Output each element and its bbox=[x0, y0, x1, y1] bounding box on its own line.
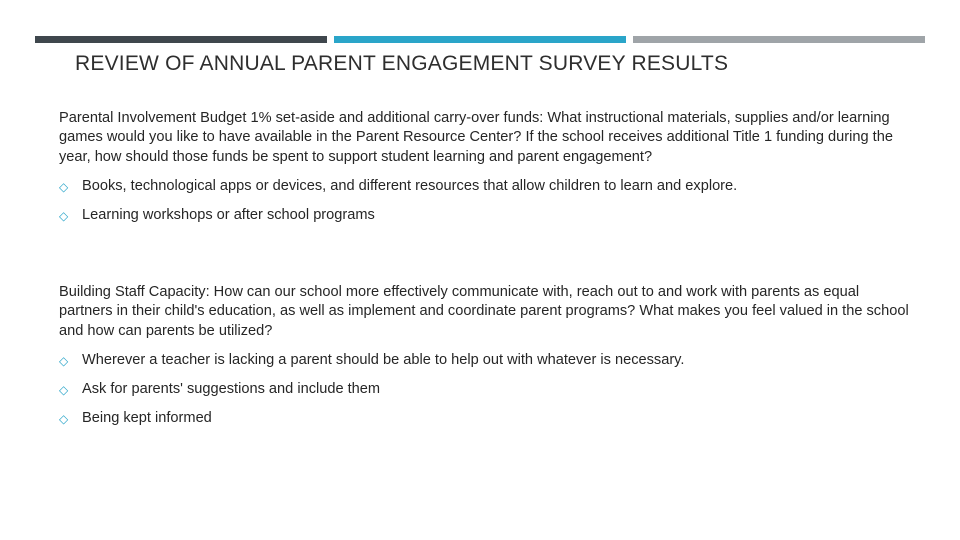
hollow-diamond-bullet-icon: ◇ bbox=[59, 179, 69, 194]
hollow-diamond-bullet-icon: ◇ bbox=[59, 208, 69, 223]
header-accent-bar-blue bbox=[334, 36, 626, 43]
slide-title: REVIEW OF ANNUAL PARENT ENGAGEMENT SURVEY RESULTS bbox=[75, 52, 729, 75]
answer-list bbox=[59, 351, 909, 428]
hollow-diamond-bullet-icon: ◇ bbox=[59, 353, 69, 368]
answer-text: Ask for parents' suggestions and include them bbox=[82, 380, 381, 397]
answer-list bbox=[59, 177, 909, 225]
answer-text: Learning workshops or after school programs bbox=[82, 206, 375, 223]
header-accent-bar-dark bbox=[35, 36, 327, 43]
header-accent-bar-gray bbox=[633, 36, 925, 43]
list-item bbox=[59, 177, 909, 196]
answer-text: Books, technological apps or devices, and different resources that allow children to learn and explore. bbox=[82, 177, 738, 194]
list-item bbox=[59, 380, 909, 399]
section-question: Building Staff Capacity: How can our school more effectively communicate with, reach out to and work with parents as equal partners in their child's education, as well as implement and coordinate parent programs? What makes you feel valued in the school and how can parents be utilized? bbox=[59, 284, 909, 339]
section-parent-involvement-budget bbox=[59, 109, 909, 235]
answer-text: Being kept informed bbox=[82, 409, 212, 426]
list-item bbox=[59, 409, 909, 428]
hollow-diamond-bullet-icon: ◇ bbox=[59, 411, 69, 426]
answer-text: Wherever a teacher is lacking a parent should be able to help out with whatever is necessary. bbox=[82, 351, 685, 368]
list-item bbox=[59, 351, 909, 370]
hollow-diamond-bullet-icon: ◇ bbox=[59, 382, 69, 397]
list-item bbox=[59, 206, 909, 225]
section-building-staff-capacity bbox=[59, 283, 909, 438]
section-question: Parental Involvement Budget 1% set-aside and additional carry-over funds: What instructional materials, supplies and/or learning games would you like to have available in the Parent Resource Center? If the school receives additional Title 1 funding during the year, how should those funds be spent to support student learning and parent engagement? bbox=[59, 110, 893, 165]
